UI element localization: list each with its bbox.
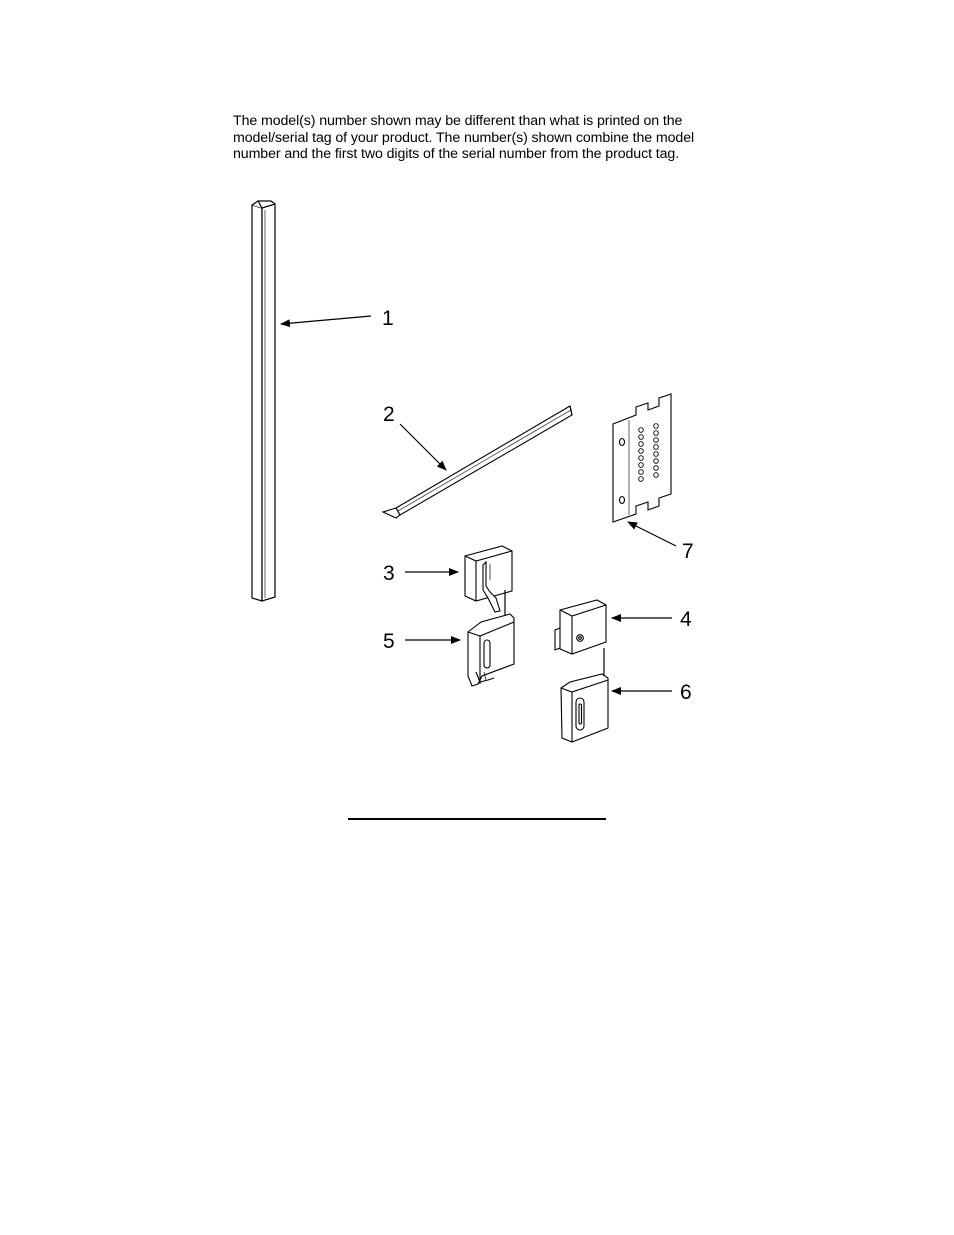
note-line-1: The model(s) number shown may be different than what is printed on the	[233, 113, 683, 129]
callout-1-label: 1	[382, 307, 394, 330]
part-6-clip	[561, 674, 608, 742]
callout-7-label: 7	[682, 540, 694, 563]
callout-1-arrow	[281, 316, 371, 324]
part-2-angle-strip	[383, 406, 572, 518]
callout-4-label: 4	[680, 608, 692, 631]
note-line-3: number and the first two digits of the serial number from the product tag.	[233, 146, 680, 162]
callout-6-label: 6	[680, 681, 692, 704]
callout-2-label: 2	[383, 403, 395, 426]
part-5-clip	[468, 614, 514, 686]
part-4-clip	[555, 600, 606, 654]
part-1-trim-rail	[252, 201, 275, 601]
part-7-mounting-bracket	[613, 394, 671, 522]
callout-3-label: 3	[383, 562, 395, 585]
note-line-2: model/serial tag of your product. The number(s) shown combine the model	[233, 129, 695, 146]
callout-7-arrow	[628, 522, 676, 546]
section-divider	[348, 818, 606, 820]
callout-5-label: 5	[383, 630, 395, 653]
callout-2-arrow	[400, 424, 446, 470]
